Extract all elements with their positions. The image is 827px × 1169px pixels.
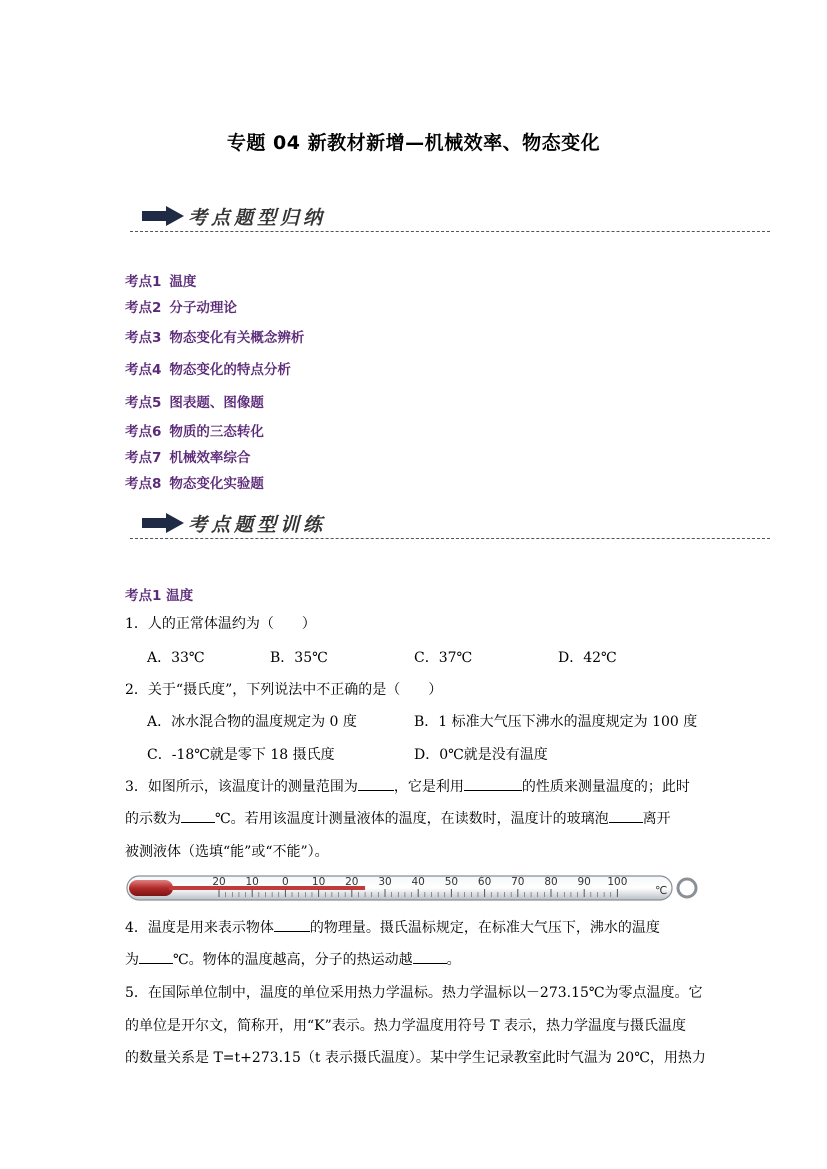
answer-blank [413,949,447,964]
toc-item: 考点1 温度 [125,274,197,290]
answer-blank [464,776,522,791]
dashed-divider [130,231,770,232]
tick-label: 90 [577,876,591,888]
answer-blank [181,808,215,823]
question-3-line-1: 3．如图所示，该温度计的测量范围为 ，它是利用 的性质来测量温度的；此时 [125,776,690,796]
thermometer-liquid [169,886,365,890]
thermometer-ring [678,879,696,897]
tick-label: 40 [411,876,425,888]
question-5-line-3: 的数量关系是 T=t+273.15（t 表示摄氏温度）。某中学生记录教室此时气温为 20℃，用热力 [125,1050,706,1066]
page-title: 专题 04 新教材新增—机械效率、物态变化 [226,132,601,154]
question-4-line-2: 为 ℃。物体的温度越高，分子的热运动越 。 [125,949,461,969]
question-5-line-2: 的单位是开尔文，简称开，用“K”表示。热力学温度用符号 T 表示，热力学温度与摄氏温度 [125,1018,687,1034]
answer-blank [609,808,643,823]
thermometer-unit: ℃ [655,884,668,897]
tick-label: 20 [345,876,359,888]
tick-label: 60 [477,876,492,888]
question-1-stem: 1．人的正常体温约为（ ） [125,616,316,632]
thermometer-bulb [129,880,173,896]
question-3-line-2: 的示数为 ℃。若用该温度计测量液体的温度，在读数时，温度计的玻璃泡 离开 [125,808,671,828]
toc-item: 考点4 物态变化的特点分析 [125,362,291,378]
banner-title: 考点题型训练 [188,514,327,536]
question-3-line-3: 被测液体（选填“能”或“不能”）。 [125,844,329,860]
toc-item: 考点6 物质的三态转化 [125,424,264,440]
section-heading: 考点1 温度 [125,588,194,604]
tick-label: 80 [544,876,558,888]
thermometer-figure [125,870,705,906]
q2-option-b: B．1 标准大气压下沸水的温度规定为 100 度 [414,714,698,730]
tick-label: 30 [378,876,392,888]
q1-option-a: A．33℃ [147,650,205,666]
dashed-divider [130,538,770,539]
tick-label: 10 [311,876,326,888]
toc-item: 考点8 物态变化实验题 [125,476,264,492]
question-2-stem: 2．关于“摄氏度”，下列说法中不正确的是（ ） [125,682,443,698]
tick-label: 0 [282,876,289,888]
question-5-line-1: 5．在国际单位制中，温度的单位采用热力学温标。热力学温标以－273.15℃为零点温度。它 [125,985,703,1001]
tick-label: 50 [444,876,459,888]
section-banner-training [130,507,770,541]
banner-title: 考点题型归纳 [188,207,327,229]
tick-label: 70 [511,876,525,888]
q2-option-d: D．0℃就是没有温度 [414,747,548,763]
section-banner-summary [130,200,770,234]
answer-blank [274,917,310,932]
q2-option-a: A．冰水混合物的温度规定为 0 度 [147,714,357,730]
tick-label: 100 [607,876,628,888]
q2-option-c: C．-18℃就是零下 18 摄氏度 [147,747,335,763]
answer-blank [139,949,173,964]
q1-option-c: C．37℃ [414,650,473,666]
arrow-icon [142,513,184,533]
tick-label: 10 [245,876,259,888]
question-4-line-1: 4．温度是用来表示物体 的物理量。摄氏温标规定，在标准大气压下，沸水的温度 [125,917,660,937]
toc-item: 考点7 机械效率综合 [125,450,251,466]
arrow-icon [142,206,184,226]
toc-item: 考点3 物态变化有关概念辨析 [125,330,305,346]
answer-blank [358,776,394,791]
tick-label: 20 [212,876,226,888]
q1-option-b: B．35℃ [270,650,328,666]
toc-item: 考点2 分子动理论 [125,300,237,316]
toc-item: 考点5 图表题、图像题 [125,395,264,411]
q1-option-d: D．42℃ [558,650,617,666]
